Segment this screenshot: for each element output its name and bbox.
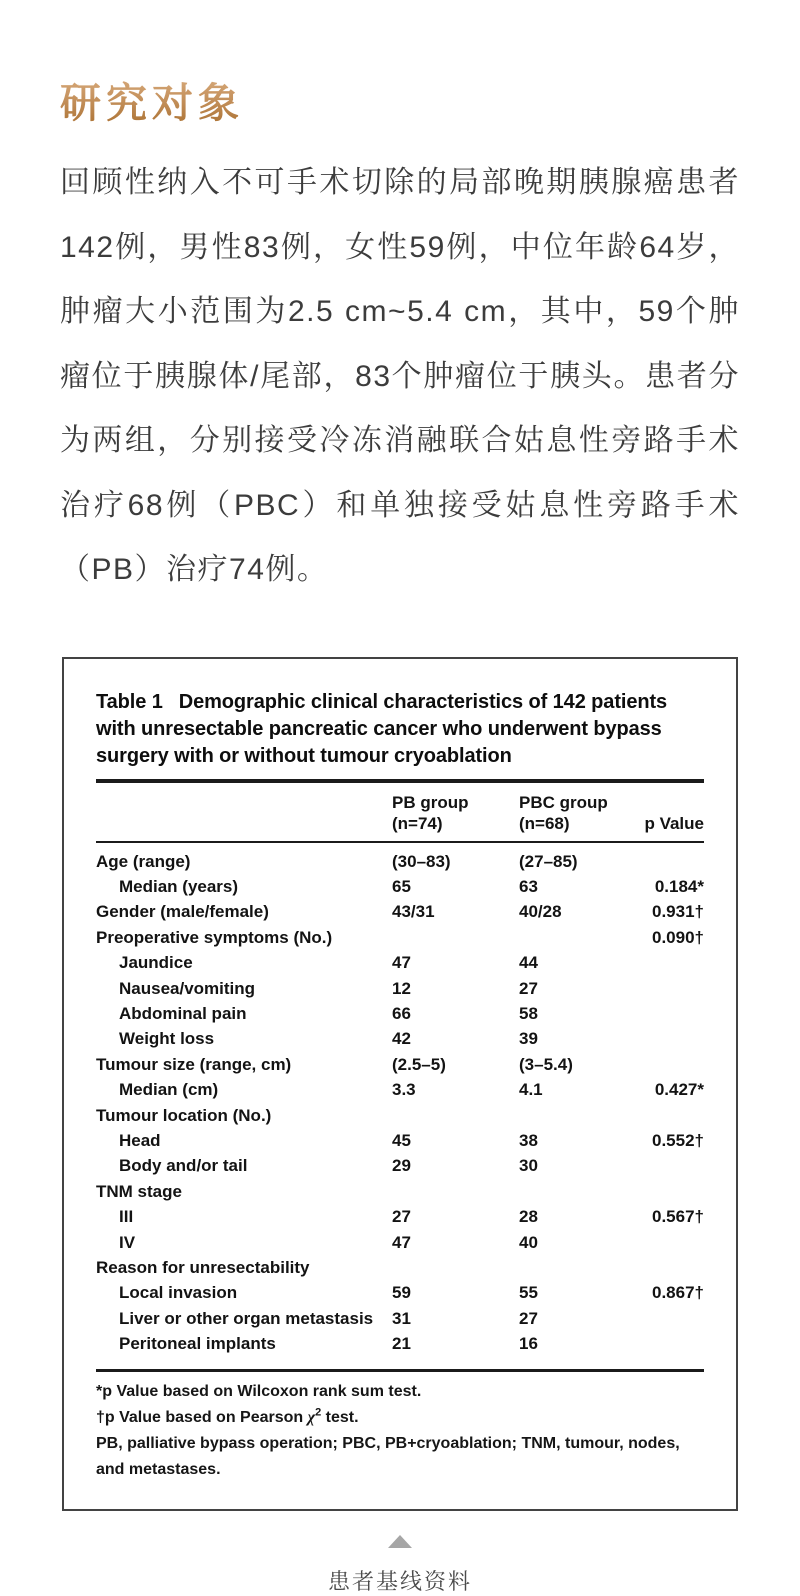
p-value: [644, 1001, 704, 1026]
p-value: [644, 1255, 704, 1280]
table-caption-label: Table 1: [96, 690, 163, 713]
pbc-value: 38: [519, 1130, 538, 1150]
pbc-value: 55: [519, 1283, 538, 1303]
row-label: Jaundice: [119, 953, 193, 973]
table-row: [96, 874, 704, 899]
pb-value: 31: [392, 1308, 411, 1328]
table-row: [96, 1230, 704, 1255]
pbc-value: (27–85): [519, 851, 578, 871]
p-value: [644, 950, 704, 975]
table-row: [96, 1103, 704, 1128]
p-value: 0.427*: [654, 1080, 704, 1100]
pb-value: 45: [392, 1130, 411, 1150]
row-label: Tumour size (range, cm): [96, 1054, 292, 1074]
header-pb-group: [392, 792, 519, 834]
p-value: 0.867†: [652, 1283, 704, 1303]
p-value: [644, 976, 704, 1001]
pb-value: 66: [392, 1003, 411, 1023]
p-value: 0.567†: [652, 1207, 704, 1227]
pbc-value: 63: [519, 876, 538, 896]
pbc-value: 44: [519, 953, 538, 973]
p-value: [644, 1230, 704, 1255]
p-value: [644, 1153, 704, 1178]
table-row: [96, 950, 704, 975]
header-pb-group-n: (n=74): [392, 813, 443, 833]
p-value: [644, 1306, 704, 1331]
header-p-value: p Value: [644, 813, 704, 833]
table-row: [96, 1052, 704, 1077]
pbc-value: [519, 1103, 644, 1128]
row-label: Local invasion: [119, 1283, 238, 1303]
table-row: [96, 1128, 704, 1153]
pbc-value: 28: [519, 1207, 538, 1227]
figure-label: 患者基线资料: [327, 1568, 472, 1594]
pb-value: 47: [392, 953, 411, 973]
pbc-value: 58: [519, 1003, 538, 1023]
section-title-wrap: [0, 0, 800, 129]
row-label: Head: [119, 1130, 161, 1150]
table-row: [96, 1179, 704, 1204]
body-paragraph: 回顾性纳入不可手术切除的局部晚期胰腺癌患者142例，男性83例，女性59例，中位年龄64岁，肿瘤大小范围为2.5 cm~5.4 cm，其中，59个肿瘤位于胰腺体/尾部，83个肿瘤位于胰头。患者分为两组，分别接受冷冻消融联合姑息性旁路手术治疗68例（PBC）和单独接受姑息性旁路手术（PB）治疗74例。: [60, 166, 740, 586]
pbc-value: 27: [519, 978, 538, 998]
header-pbc-group-n: (n=68): [519, 813, 570, 833]
pbc-value: 4.1: [519, 1080, 543, 1100]
row-label: Median (cm): [119, 1080, 219, 1100]
pbc-value: [519, 1255, 644, 1280]
p-value: [644, 849, 704, 874]
table-row: [96, 1077, 704, 1102]
row-label: Age (range): [96, 851, 191, 871]
table-body: [96, 843, 704, 1364]
p-value: [644, 1052, 704, 1077]
footnote-pearson-prefix: †p Value based on Pearson: [96, 1408, 308, 1426]
pbc-value: 40/28: [519, 902, 562, 922]
table-row: [96, 849, 704, 874]
row-label: Tumour location (No.): [96, 1105, 272, 1125]
row-label: Nausea/vomiting: [119, 978, 256, 998]
table-row: [96, 1255, 704, 1280]
pb-value: [392, 1255, 519, 1280]
row-label: Preoperative symptoms (No.): [96, 927, 333, 947]
pb-value: [392, 1179, 519, 1204]
pbc-value: [519, 1179, 644, 1204]
pbc-value: [519, 925, 644, 950]
p-value: [644, 1331, 704, 1356]
p-value: [644, 1026, 704, 1051]
pb-value: (2.5–5): [392, 1054, 446, 1074]
chi-symbol: χ: [307, 1408, 316, 1426]
pb-value: 3.3: [392, 1080, 416, 1100]
row-label: Peritoneal implants: [119, 1334, 276, 1354]
p-value: 0.931†: [652, 902, 704, 922]
row-label: Median (years): [119, 876, 239, 896]
triangle-up-icon: [388, 1535, 412, 1548]
pbc-value: (3–5.4): [519, 1054, 573, 1074]
pb-value: 65: [392, 876, 411, 896]
pb-value: 42: [392, 1029, 411, 1049]
pb-value: (30–83): [392, 851, 451, 871]
table-row: [96, 1153, 704, 1178]
footnote-wilcoxon: *p Value based on Wilcoxon rank sum test.: [96, 1382, 422, 1400]
row-label: Liver or other organ metastasis: [119, 1308, 374, 1328]
pb-value: 59: [392, 1283, 411, 1303]
table-bottom-rule: [96, 1369, 704, 1372]
p-value: 0.552†: [652, 1130, 704, 1150]
table-row: [96, 1280, 704, 1305]
pb-value: 12: [392, 978, 411, 998]
p-value: [644, 1103, 704, 1128]
header-pb-group-name: PB group: [392, 792, 469, 812]
table-row: [96, 1026, 704, 1051]
chi-exponent: 2: [315, 1406, 322, 1419]
row-label: Abdominal pain: [119, 1003, 247, 1023]
table-footnotes: [96, 1379, 704, 1483]
row-label: Reason for unresectability: [96, 1258, 310, 1277]
table-caption-text: Demographic clinical characteristics of 142 patients with unresectable pancreatic cancer who underwent bypass surgery with or without tumour cryoablation: [96, 690, 668, 767]
section-title: 研究对象: [60, 70, 244, 129]
header-pbc-group-name: PBC group: [519, 792, 608, 812]
row-label: Gender (male/female): [96, 902, 269, 922]
pb-value: 29: [392, 1156, 411, 1176]
header-pbc-group: [519, 792, 644, 834]
pb-value: 27: [392, 1207, 411, 1227]
table-caption: [96, 689, 704, 770]
table-row: [96, 1204, 704, 1229]
pb-value: [392, 1103, 519, 1128]
table-row: [96, 1001, 704, 1026]
table-row: [96, 925, 704, 950]
table-header-row: [96, 783, 704, 841]
pbc-value: 40: [519, 1232, 538, 1252]
table-row: [96, 976, 704, 1001]
table-row: [96, 1331, 704, 1356]
pbc-value: 39: [519, 1029, 538, 1049]
pb-value: [392, 925, 519, 950]
table-row: [96, 1306, 704, 1331]
table1-figure: [62, 657, 738, 1511]
row-label: III: [119, 1207, 134, 1227]
row-label: IV: [119, 1232, 136, 1252]
pb-value: 47: [392, 1232, 411, 1252]
row-label: Body and/or tail: [119, 1156, 248, 1176]
row-label: Weight loss: [119, 1029, 215, 1049]
figure-label-block: [0, 1535, 800, 1596]
pb-value: 21: [392, 1334, 411, 1354]
pbc-value: 27: [519, 1308, 538, 1328]
pbc-value: 30: [519, 1156, 538, 1176]
pbc-value: 16: [519, 1334, 538, 1354]
p-value: 0.184*: [654, 876, 704, 896]
row-label: TNM stage: [96, 1181, 182, 1201]
pb-value: 43/31: [392, 902, 435, 922]
p-value: 0.090†: [652, 927, 704, 947]
footnote-pearson: [96, 1405, 704, 1431]
p-value: [644, 1179, 704, 1204]
footnote-abbreviations: PB, palliative bypass operation; PBC, PB+cryoablation; TNM, tumour, nodes, and metastases.: [96, 1434, 680, 1478]
footnote-pearson-suffix: test.: [321, 1408, 359, 1426]
table-row: [96, 899, 704, 924]
